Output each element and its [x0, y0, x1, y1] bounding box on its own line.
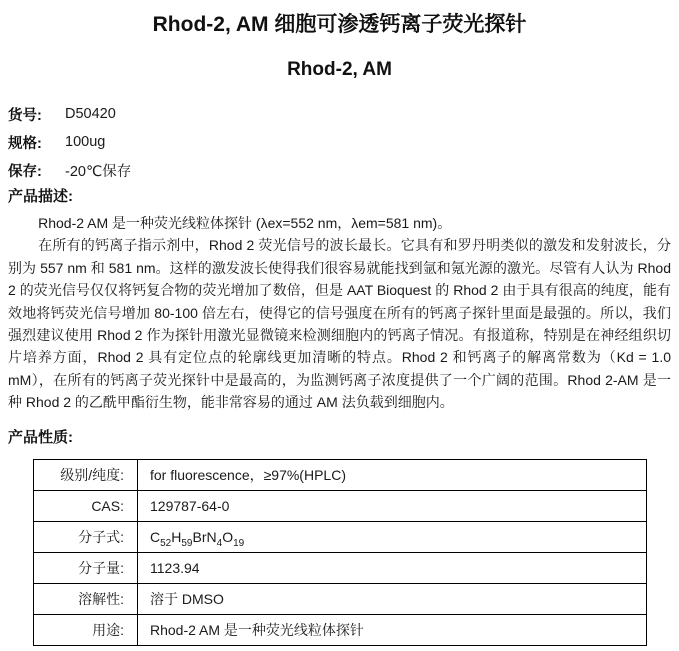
catalog-number-value: D50420 — [65, 106, 116, 122]
row-value-usage: Rhod-2 AM 是一种荧光线粒体探针 — [138, 614, 647, 645]
row-label-usage: 用途: — [34, 614, 138, 645]
row-value-cas: 129787-64-0 — [138, 490, 647, 521]
row-value-solubility: 溶于 DMSO — [138, 583, 647, 614]
product-info-fields — [8, 100, 671, 184]
table-row-usage — [34, 614, 647, 645]
properties-heading: 产品性质: — [8, 428, 73, 446]
info-row-catalog — [8, 100, 671, 128]
row-value-molweight: 1123.94 — [138, 552, 647, 583]
description-heading: 产品描述: — [8, 188, 73, 205]
row-value-grade: for fluorescence，≥97%(HPLC) — [138, 459, 647, 490]
row-label-solubility: 溶解性: — [34, 583, 138, 614]
row-value-formula: $C_{52}H_{59}BrN_4O_{19}$ — [138, 521, 647, 552]
page-subtitle: Rhod-2, AM — [287, 59, 392, 80]
table-row-cas — [34, 490, 647, 521]
page-title: Rhod-2, AM 细胞可渗透钙离子荧光探针 — [152, 13, 527, 36]
storage-value: -20℃保存 — [65, 163, 132, 180]
info-row-size — [8, 128, 671, 156]
row-label-grade: 级别/纯度: — [34, 459, 138, 490]
table-row-molweight — [34, 552, 647, 583]
table-row-solubility — [34, 583, 647, 614]
storage-label: 保存: — [8, 163, 42, 180]
description-body — [8, 212, 671, 414]
size-label: 规格: — [8, 135, 42, 152]
row-label-formula: 分子式: — [34, 521, 138, 552]
info-row-storage — [8, 156, 671, 184]
size-value: 100ug — [65, 134, 106, 150]
row-label-molweight: 分子量: — [34, 552, 138, 583]
table-row-grade — [34, 459, 647, 490]
description-paragraph-2: 在所有的钙离子指示剂中，Rhod 2 荧光信号的波长最长。它具有和罗丹明类似的激发和发射波长，分别为 557 nm 和 581 nm。这样的激发波长使得我们很容易就能找到氩和氪光源的激光。尽管有人认为 Rhod 2 的荧光信号仅仅将钙复合物的荧光增加了数倍，但是 AAT Bioquest 的 Rhod 2 由于具有很高的纯度，能有效地将钙荧光信号增加 80-100 倍左右，使得它的信号强度在所有的钙离子探针里面是最强的。所以，我们强烈建议使用 Rhod 2 作为探针用激光显微镜来检测细胞内的钙离子情况。有报道称，特别是在神经组织切片培养方面，Rhod 2 具有定位点的轮廓线更加清晰的特点。Rhod 2 和钙离子的解离常数为（Kd = 1.0 mM），在所有的钙离子荧光探针中是最高的，为监测钙离子浓度提供了一个广阔的范围。Rhod 2-AM 是一种 Rhod 2 的乙酰甲酯衍生物，能非常容易的通过 AM 法负载到细胞内。 — [8, 237, 671, 411]
properties-table — [33, 459, 647, 646]
row-label-cas: CAS: — [34, 490, 138, 521]
catalog-number-label: 货号: — [8, 107, 42, 124]
description-paragraph-1: Rhod-2 AM 是一种荧光线粒体探针 (λex=552 nm，λem=581 nm)。 — [38, 215, 452, 231]
table-row-formula — [34, 521, 647, 552]
